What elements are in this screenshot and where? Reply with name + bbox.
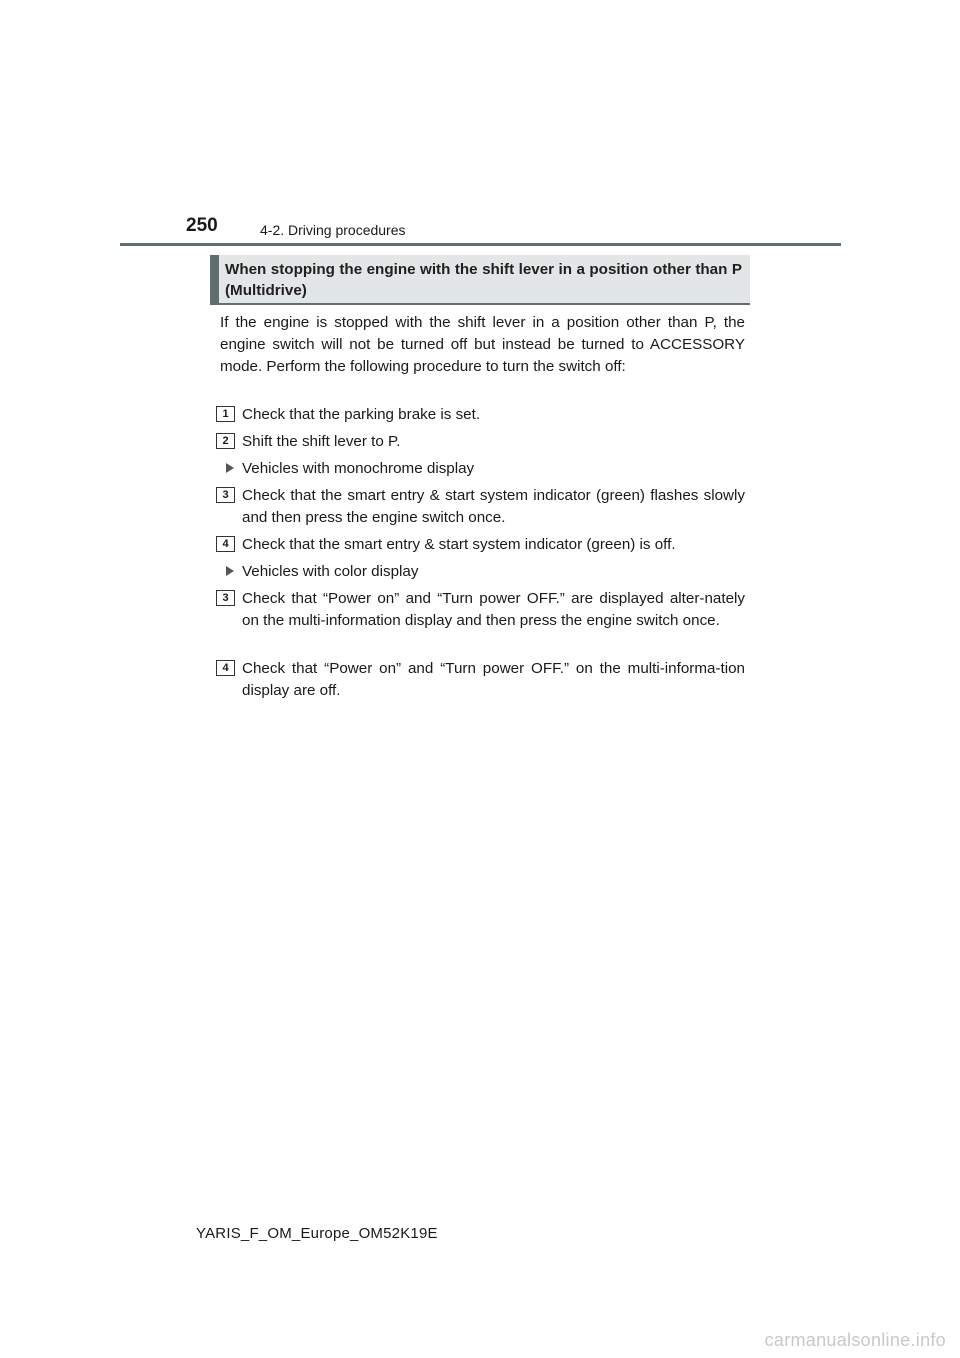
- step-text: Shift the shift lever to P.: [242, 433, 401, 450]
- step-text: Check that the smart entry & start system indicator (green) flashes slowly and then press the engine switch once.: [242, 487, 745, 526]
- step-text: Check that the parking brake is set.: [242, 406, 481, 423]
- step-text: Check that “Power on” and “Turn power OFF.” are displayed alter-nately on the multi-information display and then press the engine switch once.: [242, 590, 745, 629]
- step-text: Check that the smart entry & start system indicator (green) is off.: [242, 536, 676, 553]
- step-number-badge: 1: [216, 406, 235, 422]
- bullet-color: [226, 561, 418, 583]
- bullet-monochrome: [226, 458, 474, 480]
- bullet-label: Vehicles with color display: [242, 563, 419, 580]
- footer-code: YARIS_F_OM_Europe_OM52K19E: [196, 1225, 438, 1242]
- subheading-accent-bar: [210, 255, 219, 303]
- triangle-bullet-icon: [226, 463, 234, 473]
- step-number-badge: 2: [216, 433, 235, 449]
- page-number: 250: [186, 215, 218, 236]
- watermark: carmanualsonline.info: [764, 1330, 946, 1350]
- step-number-badge: 4: [216, 536, 235, 552]
- subheading-title: When stopping the engine with the shift lever in a position other than P (Multidrive): [225, 261, 742, 299]
- triangle-bullet-icon: [226, 566, 234, 576]
- step-number-badge: 3: [216, 590, 235, 606]
- section-title: 4-2. Driving procedures: [260, 222, 406, 238]
- intro-paragraph: If the engine is stopped with the shift lever in a position other than P, the engine switch will not be turned off but instead be turned to ACCESSORY mode. Perform the following procedure to turn the switch off:: [220, 314, 745, 375]
- step-number-badge: 3: [216, 487, 235, 503]
- subheading-box: [210, 255, 750, 305]
- bullet-label: Vehicles with monochrome display: [242, 460, 475, 477]
- step-text: Check that “Power on” and “Turn power OFF.” on the multi-informa-tion display are off.: [242, 660, 745, 699]
- header-rule: [120, 243, 841, 246]
- step-number-badge: 4: [216, 660, 235, 676]
